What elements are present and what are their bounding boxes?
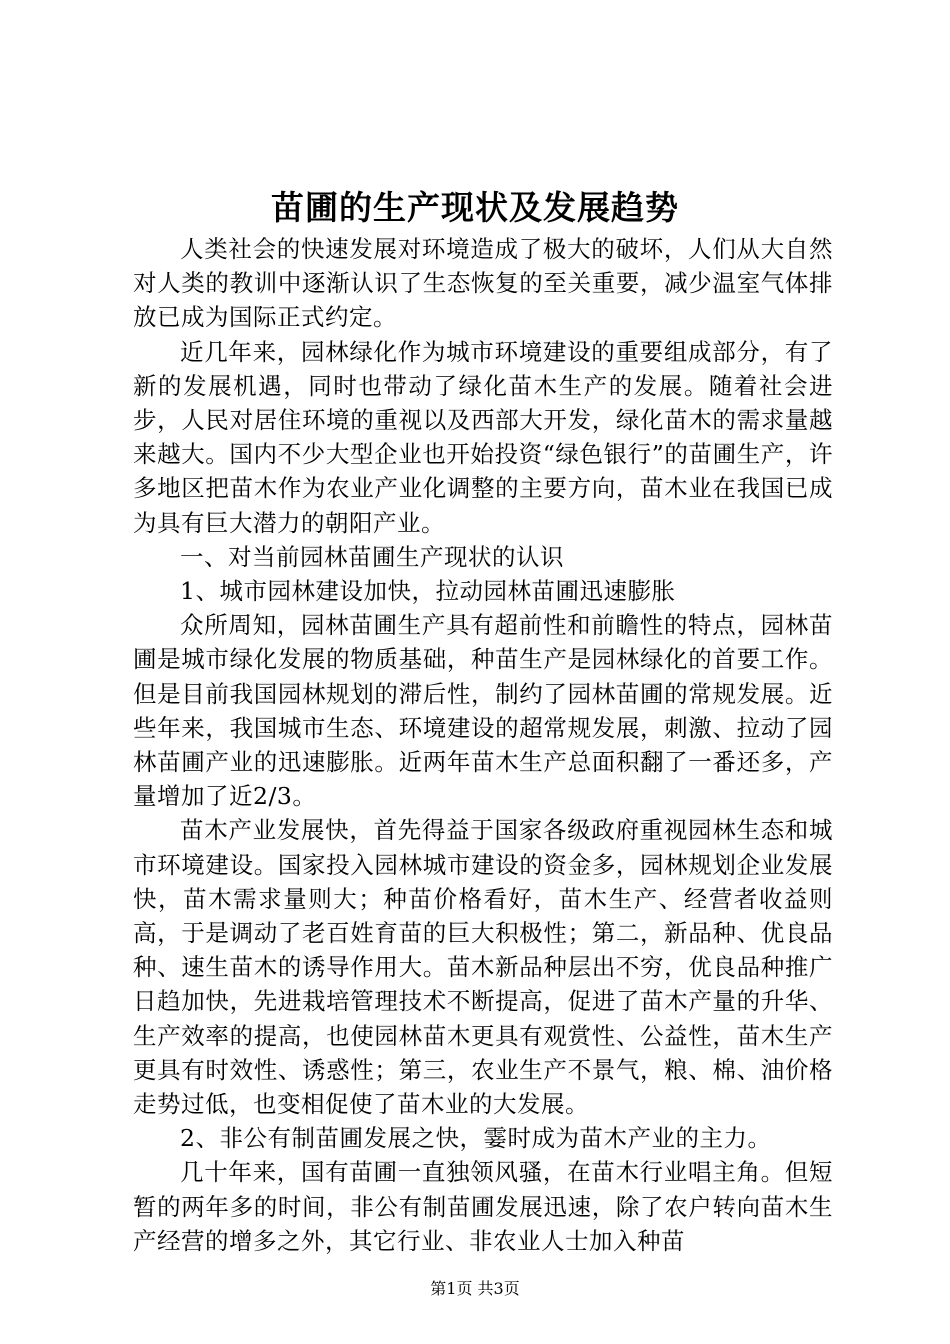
paragraph: 几十年来，国有苗圃一直独领风骚，在苗木行业唱主角。但短暂的两年多的时间，非公有制苗圃发展迅速，除了农户转向苗木生产经营的增多之外，其它行业、非农业人士加入种苗 xyxy=(133,1158,833,1255)
paragraph: 苗木产业发展快，首先得益于国家各级政府重视园林生态和城市环境建设。国家投入园林城市建设的资金多，园林规划企业发展快，苗木需求量则大；种苗价格看好，苗木生产、经营者收益则高，于是调动了老百姓育苗的巨大积极性；第二，新品种、优良品种、速生苗木的诱导作用大。苗木新品种层出不穷，优良品种推广日趋加快，先进栽培管理技术不断提高，促进了苗木产量的升华、生产效率的提高，也使园林苗木更具有观赏性、公益性，苗木生产更具有时效性、诱惑性；第三，农业生产不景气，粮、棉、油价格走势过低，也变相促使了苗木业的大发展。 xyxy=(133,816,833,1119)
subsection-heading: 2、非公有制苗圃发展之快，霎时成为苗木产业的主力。 xyxy=(180,1124,772,1153)
paragraph: 众所周知，园林苗圃生产具有超前性和前瞻性的特点，园林苗圃是城市绿化发展的物质基础，种苗生产是园林绿化的首要工作。但是目前我国园林规划的滞后性，制约了园林苗圃的常规发展。近些年来，我国城市生态、环境建设的超常规发展，刺激、拉动了园林苗圃产业的迅速膨胀。近两年苗木生产总面积翻了一番还多，产量增加了近2/3。 xyxy=(133,611,833,811)
subsection-heading: 1、城市园林建设加快，拉动园林苗圃迅速膨胀 xyxy=(180,577,676,606)
paragraph: 人类社会的快速发展对环境造成了极大的破坏，人们从大自然对人类的教训中逐渐认识了生态恢复的至关重要，减少温室气体排放已成为国际正式约定。 xyxy=(133,235,833,332)
section-heading: 一、对当前园林苗圃生产现状的认识 xyxy=(180,542,564,571)
document-body xyxy=(133,232,833,1258)
page-title: 苗圃的生产现状及发展趋势 xyxy=(271,188,679,227)
page-footer: 第1页 共3页 xyxy=(430,1279,520,1298)
paragraph: 近几年来，园林绿化作为城市环境建设的重要组成部分，有了新的发展机遇，同时也带动了绿化苗木生产的发展。随着社会进步，人民对居住环境的重视以及西部大开发，绿化苗木的需求量越来越大。国内不少大型企业也开始投资“绿色银行”的苗圃生产，许多地区把苗木作为农业产业化调整的主要方向，苗木业在我国已成为具有巨大潜力的朝阳产业。 xyxy=(133,337,833,537)
